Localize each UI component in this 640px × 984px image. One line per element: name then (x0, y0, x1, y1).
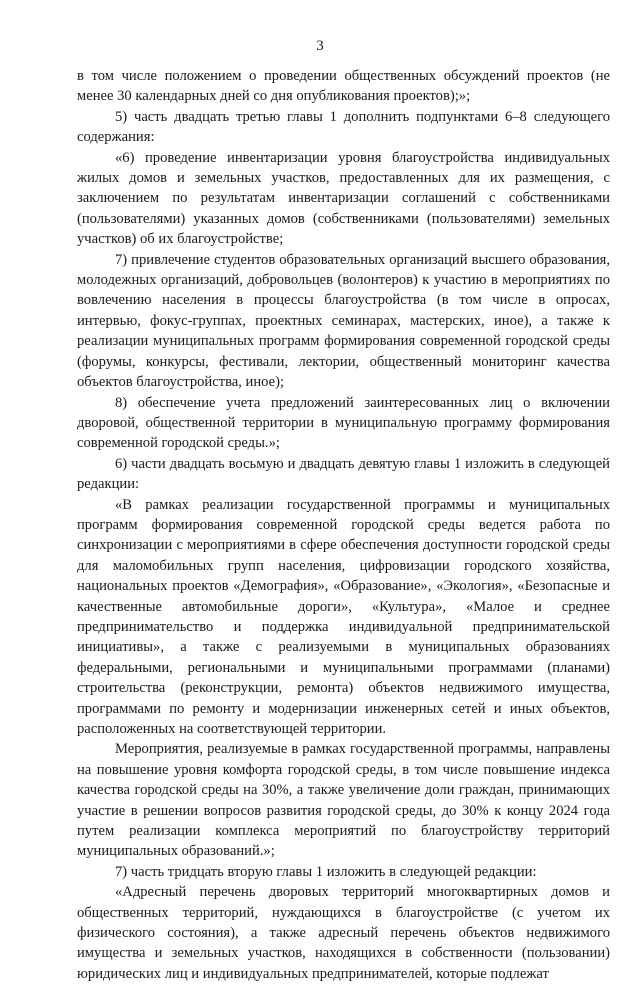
document-body (77, 66, 610, 984)
paragraph-item-7: 7) часть тридцать вторую главы 1 изложить в следующей редакции: (115, 863, 537, 880)
paragraph-quote-part-28: «В рамках реализации государственной программы и муниципальных программ формирования современной городской среды ведется работа по синхронизации с мероприятиями в сфере обеспечения доступности городской среды для маломобильных групп населения, цифровизации городского хозяйства, национальных проектов «Демография», «Образование», «Экология», «Безопасные и качественные автомобильные дороги», «Культура», «Малое и среднее предпринимательство и поддержка индивидуальной предпринимательской инициативы», а также с реализуемыми в муниципальных образованиях федеральными, региональными и муниципальными программами (планами) строительства (реконструкции, ремонта) объектов недвижимого имущества, программами по ремонту и модернизации инженерных сетей и иных объектов, расположенных на соответствующей территории. (77, 496, 610, 737)
paragraph-continuation: в том числе положением о проведении общественных обсуждений проектов (не менее 30 календарных дней со дня опубликования проектов);»; (77, 68, 610, 105)
paragraph-subitem-8: 8) обеспечение учета предложений заинтересованных лиц о включении дворовой, общественной территории в муниципальную программу формирования современной городской среды.»; (77, 394, 610, 452)
page-number: 3 (316, 38, 324, 54)
paragraph-quote-part-32: «Адресный перечень дворовых территорий многоквартирных домов и общественных территорий, нуждающихся в благоустройстве (с учетом их физического состояния), а также адресный перечень объектов недвижимого имущества и земельных участков, находящихся в собственности (пользовании) юридических лиц и индивидуальных предпринимателей, которые подлежат (77, 884, 610, 982)
paragraph-quote-part-29: Мероприятия, реализуемые в рамках государственной программы, направлены на повышение уровня комфорта городской среды, в том числе повышение индекса качества городской среды на 30%, а также увеличение доли граждан, принимающих участие в решении вопросов развития городской среды, до 30% к концу 2024 года путем реализации комплекса мероприятий по благоустройству территорий муниципальных образований.»; (77, 741, 610, 860)
paragraph-item-5: 5) часть двадцать третью главы 1 дополнить подпунктами 6–8 следующего содержания: (77, 108, 610, 146)
paragraph-subitem-7: 7) привлечение студентов образовательных организаций высшего образования, молодежных организаций, добровольцев (волонтеров) к участию в мероприятиях по вовлечению населения в процессы благоустройства (в том числе в опросах, интервью, фокус-группах, проектных семинарах, мастерских, иное), а также к реализации муниципальных программ формирования современной городской среды (форумы, конкурсы, фестивали, лектории, общественный мониторинг качества объектов благоустройства, иное); (77, 251, 610, 391)
paragraph-subitem-6: «6) проведение инвентаризации уровня благоустройства индивидуальных жилых домов и земельных участков, предоставленных для их размещения, с заключением по результатам инвентаризации соглашений с собственниками (пользователями) указанных домов (собственниками (пользователями) земельных участков) об их благоустройстве; (77, 149, 610, 248)
paragraph-item-6: 6) части двадцать восьмую и двадцать девятую главы 1 изложить в следующей редакции: (77, 455, 610, 493)
